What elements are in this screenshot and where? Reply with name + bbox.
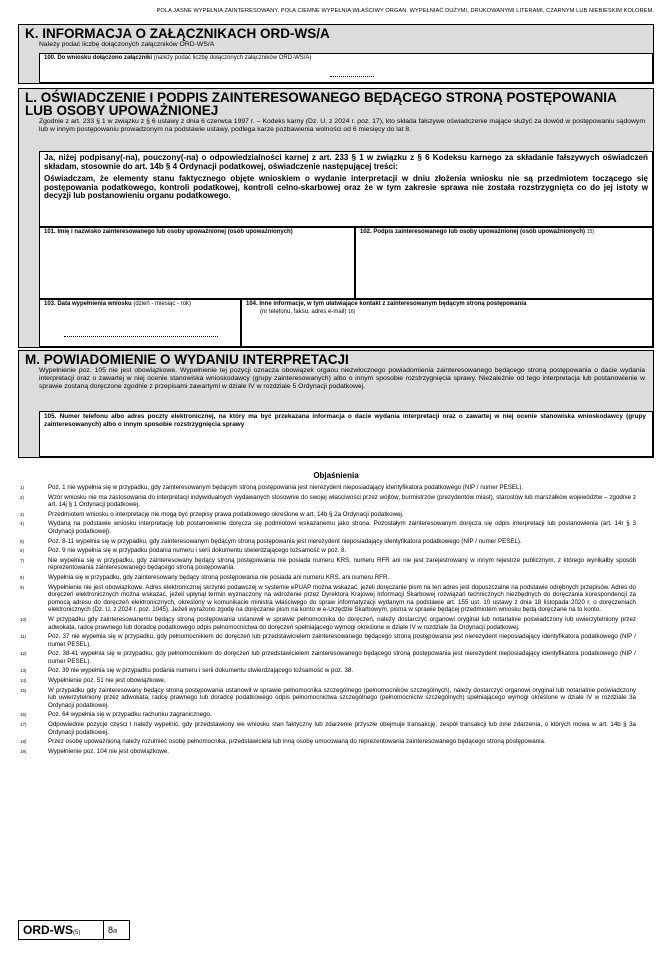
field-100-label: 100. Do wniosku dołączono załączniki xyxy=(44,55,153,61)
explanation-number: 5) xyxy=(20,538,25,544)
explanations xyxy=(18,471,654,757)
explanation-text: Poz. 37 nie wypełnia się w przypadku, gdy pełnomocnikiem do doręczeń lub przedstawicielem zainteresowanego będącego stroną postępowania jest nierezydent nieposiadający identyfikatora podatkowego (NIP / numer PESEL). xyxy=(48,633,636,648)
explanations-list xyxy=(18,484,654,755)
explanation-item xyxy=(18,721,654,736)
explanation-text: Wypełnienie poz. 51 nie jest obowiązkowe. xyxy=(48,677,166,685)
field-103-date[interactable] xyxy=(39,299,241,347)
field-102-footnote-ref: 15) xyxy=(586,229,594,235)
explanation-number: 14) xyxy=(20,678,27,684)
section-k-desc: Należy podać liczbę dołączonych załączników ORD-WS/A xyxy=(39,41,215,48)
explanation-item xyxy=(18,711,654,719)
explanation-text: W przypadku gdy zainteresowanemu będący stroną postępowania ustanowił w sprawie pełnomocnika do doręczeń, należy dostarczyć organowi oryginał lub notarialnie poświadczony lub uwierzytelniony przez adwokata, radcę prawnego lub doradcę podatkowego odpis pełnomocnictwa do doręczeń spełniającego wymogi określone w dziale IV w rozdziale 3a Ordynacji podatkowej. xyxy=(48,615,636,631)
section-l-desc: Zgodnie z art. 233 § 1 w związku z § 6 ustawy z dnia 6 czerwca 1997 r. – Kodeks karny (Dz. U. z 2024 r. poz. 17), kto składa fałszywe oświadczenie mające służyć za dowód w postępowaniu sądowym lub w innym postępowaniu prowadzonym na podstawie ustawy, podlega karze pozbawienia wolności od 6 miesięcy do lat 8. xyxy=(39,118,645,133)
explanation-number: 12) xyxy=(20,651,27,657)
explanation-text: Poz. 8-11 wypełnia się w przypadku, gdy zainteresowanym będącym stroną postępowania jest nierezydent nieposiadający identyfikatora podatkowego (NIP / numer PESEL). xyxy=(48,537,522,545)
page-number: 8/8 xyxy=(108,925,118,935)
explanation-number: 17) xyxy=(20,722,27,728)
section-l-title: L. OŚWIADCZENIE I PODPIS ZAINTERESOWANEGO BĘDĄCEGO STRONĄ POSTĘPOWANIA LUB OSOBY UPOWAŻNIONEJ xyxy=(25,90,617,118)
explanation-text: Poz. 38-41 wypełnia się w przypadku, gdy pełnomocnikiem do doręczeń lub przedstawicielem zainteresowanego będącego stroną postępowania jest nierezydent nieposiadający identyfikatora podatkowego (NIP / numer PESEL). xyxy=(48,650,636,665)
section-k xyxy=(18,24,654,84)
statement-intro: Ja, niżej podpisany(-na), pouczony(-na) o odpowiedzialności karnej z art. 233 § 1 w związku z § 6 Kodeksu karnego za składanie fałszywych oświadczeń składam, stosownie do art. 14b § 4 Ordynacji podatkowej, oświadczenie następującej treści: xyxy=(44,153,648,171)
explanation-item xyxy=(18,557,654,572)
page-total: /8 xyxy=(113,929,118,935)
explanation-text: Wypełnienie poz. 104 nie jest obowiązkowe. xyxy=(48,747,170,755)
explanation-item xyxy=(18,547,654,555)
field-102-signature[interactable] xyxy=(355,227,653,299)
field-104-other-info[interactable] xyxy=(241,299,653,347)
explanation-text: Poz. 9 nie wypełnia się w przypadku podania numeru i serii dokumentu stwierdzającego tożsamość w poz. 8. xyxy=(48,547,347,555)
explanation-item xyxy=(18,494,654,509)
explanation-number: 2) xyxy=(20,494,25,500)
field-104-label: 104. Inne informacje, w tym ułatwiające kontakt z zainteresowanym będącym stroną postępowania xyxy=(246,301,527,307)
fill-instructions: POLA JASNE WYPEŁNIA ZAINTERESOWANY. POLA CIEMNE WYPEŁNIA WŁAŚCIWY ORGAN. WYPEŁNIAĆ DUŻYMI, DRUKOWANYMI LITERAMI, CZARNYM LUB NIEBIESKIM KOLOREM. xyxy=(156,8,654,14)
explanation-text: Nie wypełnia się w przypadku, gdy zainteresowany będący stroną postępowania nie posiada numeru KRS, numeru RFR ani nie jest zarejestrowany w innym rejestrze publicznym, z którego wynikałby sposób reprezentowania zainteresowanego będącego stroną postępowania. xyxy=(48,556,636,572)
field-100-hint: (należy podać liczbę dołączonych załączników ORD-WS/A) xyxy=(153,55,312,61)
field-101-name[interactable] xyxy=(39,227,355,299)
field-103-dotted-line xyxy=(64,336,218,337)
explanation-number: 16) xyxy=(20,712,27,718)
field-103-label: 103. Data wypełnienia wniosku xyxy=(44,301,132,307)
section-m-title: M. POWIADOMIENIE O WYDANIU INTERPRETACJI xyxy=(25,352,349,367)
explanation-text: W przypadku gdy zainteresowany będący stroną postępowania ustanowił w sprawie pełnomocnika szczególnego (pełnomocników szczególnych), należy dostarczyć organowi oryginał lub notarialnie poświadczony lub uwierzytelniony przez adwokata, radcę prawnego lub doradcę podatkowego odpis pełnomocnictwa szczególnego (pełnomocnictw szczególnych) spełniającego wymogi określone w dziale IV w rozdziale 3a Ordynacji podatkowej. xyxy=(48,686,636,709)
explanation-item xyxy=(18,748,654,756)
explanation-item xyxy=(18,667,654,675)
explanation-number: 7) xyxy=(20,557,25,563)
explanation-number: 19) xyxy=(20,748,27,754)
field-105-notification-contact[interactable] xyxy=(39,411,653,457)
explanation-text: Przez osobę upoważnioną należy rozumieć osobę pełnomocnika, przedstawiciela lub inną osobę umocowaną do reprezentowania zainteresowanego będącego stroną postępowania. xyxy=(48,738,546,746)
explanation-item xyxy=(18,520,654,535)
explanation-text: Poz. 1 nie wypełnia się w przypadku, gdy zainteresowanym będącym stroną postępowania jest nierezydent nieposiadający identyfikatora podatkowego (NIP / numer PESEL). xyxy=(48,484,524,491)
explanation-text: Wzór wniosku nie ma zastosowania do interpretacji indywidualnych wydawanych stosownie do swojej właściwości przez wójtów, burmistrzów (prezydentów miast), starostów lub marszałków województw – zgodnie z art. 14j § 1 Ordynacji podatkowej. xyxy=(48,493,636,509)
section-k-title: K. INFORMACJA O ZAŁĄCZNIKACH ORD-WS/A xyxy=(25,26,330,41)
explanation-item xyxy=(18,616,654,631)
field-103-hint: (dzień - miesiąc - rok) xyxy=(133,301,192,307)
field-101-label: 101. Imię i nazwisko zainteresowanego lub osoby upoważnionej (osób upoważnionych) xyxy=(44,229,293,235)
explanation-item xyxy=(18,633,654,648)
explanation-item xyxy=(18,584,654,614)
explanation-item xyxy=(18,538,654,546)
field-100-dotted-line xyxy=(330,76,374,77)
section-l xyxy=(18,88,654,348)
explanation-item xyxy=(18,687,654,710)
explanation-number: 13) xyxy=(20,668,27,674)
explanation-item xyxy=(18,511,654,519)
statement-content: Oświadczam, że elementy stanu faktycznego objęte wnioskiem o wydanie interpretacji w dniu złożenia wniosku nie są przedmiotem toczącego się postępowania podatkowego, kontroli podatkowej, kontroli celno-skarbowej oraz że w tym zakresie sprawa nie została rozstrzygnięta co do jej istoty w decyzji lub postanowieniu organu podatkowego. xyxy=(44,174,648,201)
explanation-number: 18) xyxy=(20,739,27,745)
explanation-number: 10) xyxy=(20,616,27,622)
section-m-desc: Wypełnienie poz. 105 nie jest obowiązkowe. Wypełnienie tej pozycji oznacza obowiązek organu niezwłocznego powiadomienia zainteresowanego będącego stroną postępowania o dacie wydania interpretacji oraz o zawartej w niej ocenie stanowiska wnioskodawcy (grupy zainteresowanych) albo o innym sposobie rozstrzygnięcia sprawy. Niezależnie od tego interpretacja lub postanowienie w sprawie zostaną doręczone zgodnie z przepisami zawartymi w dziale IV w rozdziale 5 Ordynacji podatkowej. xyxy=(39,367,645,390)
explanation-number: 9) xyxy=(20,584,25,590)
field-104-hint: (nr telefonu, faksu, adres e-mail) xyxy=(260,309,347,315)
explanation-text: Przedmiotem wniosku o interpretację nie mogą być przepisy prawa podatkowego określone w art. 14b § 2a Ordynacji podatkowej. xyxy=(48,510,404,518)
explanation-item xyxy=(18,738,654,746)
section-m xyxy=(18,350,654,458)
explanation-text: Odpowiednie pozycje części I należy wypełnić, gdy przedstawiony we wniosku stan faktyczny lub zdarzenie przyszłe obejmuje transakcję, zespół transakcji lub inne zdarzenia, o których mowa w art. 14b § 3a Ordynacji podatkowej. xyxy=(48,721,636,736)
explanation-number: 11) xyxy=(20,634,27,640)
explanations-title: Objaśnienia xyxy=(313,471,359,480)
explanation-number: 1) xyxy=(20,485,25,490)
explanation-text: Poz. 64 wypełnia się w przypadku rachunku zagranicznego. xyxy=(48,711,212,719)
explanation-text: Wypełnienie nie jest obowiązkowe. Adres elektronicznej skrzynki podawczej w systemie ePUAP można wskazać, jeżeli doręczanie pism na ten adres jest dopuszczalne na podstawie odrębnych przepisów. Adres do doręczeń elektronicznych można wskazać, jeżeli upłynął termin wyznaczony na wdrożenie przez Dyrektora Krajowej Informacji Skarbowej rozwiązań technicznych niezbędnych do doręczania korespondencji za pomocą adresu do doręczeń elektronicznych, określony w komunikacie ministra właściwego do spraw informatyzacji wydanym na podstawie art. 155 ust. 10 ustawy z dnia 18 listopada 2020 r. o doręczeniach elektronicznych (Dz. U. z 2024 r. poz. 1045). Jeżeli wyrażono zgodę na doręczanie pism na konto w e-Urzędzie Skarbowym, pisma w sprawie będącej przedmiotem wniosku będą doręczane na to konto. xyxy=(48,583,636,614)
explanation-text: Wypełnia się w przypadku, gdy zainteresowany będący stroną postępowania nie posiada ani numeru KRS, ani numeru RFR. xyxy=(48,573,390,581)
field-100-attachments-count[interactable] xyxy=(39,53,653,83)
statement-box xyxy=(39,151,653,227)
explanation-text: Wydaną na podstawie wniosku interpretację lub postanowienie doręcza się podmiotowi wskazanemu jako strona. Pozostałym zainteresowanym doręcza się odpis interpretacji lub postanowienia (art. 14r § 3 Ordynacji podatkowej). xyxy=(48,520,636,535)
form-footer xyxy=(18,920,130,940)
explanation-number: 3) xyxy=(20,511,25,517)
explanation-number: 8) xyxy=(20,574,25,580)
field-102-label: 102. Podpis zainteresowanego lub osoby upoważnionej (osób upoważnionych) xyxy=(360,229,586,235)
explanation-item xyxy=(18,574,654,582)
field-105-label: 105. Numer telefonu albo adres poczty elektronicznej, na który ma być przekazana informacja o dacie wydania interpretacji oraz o zawartej w niej ocenie stanowiska wnioskodawcy (grupy zainteresowanych) albo o innym sposobie rozstrzygnięcia sprawy xyxy=(44,413,646,428)
explanation-item xyxy=(18,484,654,492)
form-code: ORD-WS(5) xyxy=(19,921,104,939)
explanation-item xyxy=(18,650,654,665)
field-104-footnote-ref: 16) xyxy=(348,309,356,315)
explanation-text: Poz. 39 nie wypełnia się w przypadku podania numeru i serii dokumentu stwierdzającego tożsamość w poz. 38. xyxy=(48,667,354,675)
explanation-item xyxy=(18,677,654,685)
explanation-number: 6) xyxy=(20,548,25,554)
explanation-number: 15) xyxy=(20,687,27,693)
explanation-number: 4) xyxy=(20,521,25,527)
form-version: (5) xyxy=(73,930,81,936)
